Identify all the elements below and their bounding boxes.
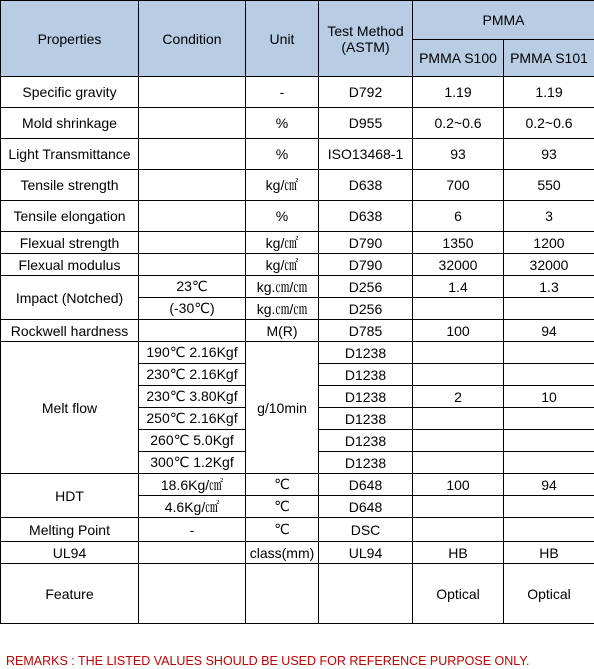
- method-cell: D790: [319, 232, 413, 254]
- unit-cell: M(R): [246, 320, 319, 342]
- value-s100-cell: 0.2~0.6: [413, 108, 504, 139]
- method-cell: [319, 564, 413, 624]
- unit-cell: kg/㎠: [246, 254, 319, 276]
- value-s101-cell: 1200: [504, 232, 594, 254]
- method-cell: D1238: [319, 452, 413, 474]
- value-s101-cell: 550: [504, 170, 594, 201]
- value-s101-cell: 10: [504, 386, 594, 408]
- condition-cell: [139, 542, 246, 564]
- method-cell: D790: [319, 254, 413, 276]
- header-test-method: [319, 1, 413, 77]
- method-cell: ISO13468-1: [319, 139, 413, 170]
- method-cell: D648: [319, 496, 413, 518]
- unit-cell: %: [246, 201, 319, 232]
- header-grade-s101: PMMA S101: [504, 40, 594, 77]
- value-s101-cell: [504, 452, 594, 474]
- method-cell: D1238: [319, 386, 413, 408]
- table-row: [1, 518, 594, 542]
- value-s100-cell: 1.19: [413, 77, 504, 108]
- table-row: [1, 108, 594, 139]
- condition-cell: [139, 170, 246, 201]
- method-cell: D785: [319, 320, 413, 342]
- value-s101-cell: 94: [504, 320, 594, 342]
- value-s101-cell: [504, 364, 594, 386]
- value-s101-cell: 1.19: [504, 77, 594, 108]
- condition-cell: 260℃ 5.0Kgf: [139, 430, 246, 452]
- unit-cell: kg.㎝/㎝: [246, 276, 319, 298]
- unit-cell: ℃: [246, 496, 319, 518]
- value-s100-cell: 1350: [413, 232, 504, 254]
- method-cell: DSC: [319, 518, 413, 542]
- value-s100-cell: [413, 496, 504, 518]
- value-s100-cell: Optical: [413, 564, 504, 624]
- value-s100-cell: 6: [413, 201, 504, 232]
- table-row: [1, 320, 594, 342]
- condition-cell: 190℃ 2.16Kgf: [139, 342, 246, 364]
- header-condition: Condition: [139, 1, 246, 77]
- value-s100-cell: 700: [413, 170, 504, 201]
- value-s101-cell: 1.3: [504, 276, 594, 298]
- unit-cell: [246, 564, 319, 624]
- condition-cell: [139, 254, 246, 276]
- property-cell: Feature: [1, 564, 139, 624]
- property-cell: HDT: [1, 474, 139, 518]
- condition-cell: [139, 139, 246, 170]
- property-cell: Melt flow: [1, 342, 139, 474]
- condition-cell: 230℃ 3.80Kgf: [139, 386, 246, 408]
- table-row: [1, 474, 594, 496]
- method-cell: D638: [319, 201, 413, 232]
- property-cell: Tensile elongation: [1, 201, 139, 232]
- method-cell: D256: [319, 298, 413, 320]
- unit-cell: %: [246, 139, 319, 170]
- method-cell: D1238: [319, 342, 413, 364]
- value-s101-cell: [504, 430, 594, 452]
- table-row: [1, 139, 594, 170]
- table-row: [1, 201, 594, 232]
- condition-cell: [139, 201, 246, 232]
- method-cell: D1238: [319, 408, 413, 430]
- table-row: [1, 170, 594, 201]
- value-s101-cell: 3: [504, 201, 594, 232]
- value-s100-cell: 93: [413, 139, 504, 170]
- value-s101-cell: [504, 342, 594, 364]
- header-test-method-label: Test Method: [327, 22, 404, 39]
- value-s100-cell: HB: [413, 542, 504, 564]
- value-s101-cell: 0.2~0.6: [504, 108, 594, 139]
- method-cell: D1238: [319, 430, 413, 452]
- value-s100-cell: 32000: [413, 254, 504, 276]
- value-s101-cell: [504, 496, 594, 518]
- condition-cell: -: [139, 518, 246, 542]
- condition-cell: 230℃ 2.16Kgf: [139, 364, 246, 386]
- method-cell: D648: [319, 474, 413, 496]
- unit-cell: g/10min: [246, 342, 319, 474]
- value-s100-cell: [413, 342, 504, 364]
- unit-cell: ℃: [246, 474, 319, 496]
- condition-cell: 4.6Kg/㎠: [139, 496, 246, 518]
- property-cell: Flexual strength: [1, 232, 139, 254]
- method-cell: D792: [319, 77, 413, 108]
- condition-cell: 23℃: [139, 276, 246, 298]
- value-s100-cell: [413, 452, 504, 474]
- value-s100-cell: 100: [413, 474, 504, 496]
- value-s101-cell: 93: [504, 139, 594, 170]
- unit-cell: ℃: [246, 518, 319, 542]
- unit-cell: -: [246, 77, 319, 108]
- value-s100-cell: 100: [413, 320, 504, 342]
- value-s101-cell: HB: [504, 542, 594, 564]
- property-cell: Mold shrinkage: [1, 108, 139, 139]
- property-cell: Specific gravity: [1, 77, 139, 108]
- unit-cell: %: [246, 108, 319, 139]
- value-s100-cell: 2: [413, 386, 504, 408]
- value-s100-cell: [413, 364, 504, 386]
- table-row: [1, 542, 594, 564]
- value-s101-cell: 94: [504, 474, 594, 496]
- condition-cell: 18.6Kg/㎠: [139, 474, 246, 496]
- header-test-method-sub: (ASTM): [341, 38, 390, 55]
- value-s101-cell: Optical: [504, 564, 594, 624]
- condition-cell: (-30℃): [139, 298, 246, 320]
- value-s100-cell: [413, 408, 504, 430]
- remarks-note: REMARKS : THE LISTED VALUES SHOULD BE USED FOR REFERENCE PURPOSE ONLY.: [6, 654, 530, 668]
- property-cell: Light Transmittance: [1, 139, 139, 170]
- condition-cell: 300℃ 1.2Kgf: [139, 452, 246, 474]
- method-cell: D955: [319, 108, 413, 139]
- value-s101-cell: 32000: [504, 254, 594, 276]
- unit-cell: kg/㎠: [246, 232, 319, 254]
- table-row: [1, 564, 594, 624]
- header-pmma-group: PMMA: [413, 1, 594, 40]
- value-s100-cell: 1.4: [413, 276, 504, 298]
- value-s101-cell: [504, 518, 594, 542]
- condition-cell: [139, 108, 246, 139]
- table-row: [1, 342, 594, 364]
- header-properties: Properties: [1, 1, 139, 77]
- unit-cell: kg.㎝/㎝: [246, 298, 319, 320]
- condition-cell: [139, 564, 246, 624]
- property-cell: Melting Point: [1, 518, 139, 542]
- header-unit: Unit: [246, 1, 319, 77]
- property-cell: Impact (Notched): [1, 276, 139, 320]
- table-row: [1, 276, 594, 298]
- method-cell: D256: [319, 276, 413, 298]
- value-s100-cell: [413, 518, 504, 542]
- header-grade-s100: PMMA S100: [413, 40, 504, 77]
- value-s101-cell: [504, 408, 594, 430]
- property-cell: Rockwell hardness: [1, 320, 139, 342]
- property-cell: UL94: [1, 542, 139, 564]
- method-cell: D1238: [319, 364, 413, 386]
- condition-cell: [139, 77, 246, 108]
- table-row: [1, 232, 594, 254]
- property-cell: Tensile strength: [1, 170, 139, 201]
- table-row: [1, 254, 594, 276]
- value-s100-cell: [413, 430, 504, 452]
- unit-cell: kg/㎠: [246, 170, 319, 201]
- condition-cell: [139, 232, 246, 254]
- property-cell: Flexual modulus: [1, 254, 139, 276]
- condition-cell: 250℃ 2.16Kgf: [139, 408, 246, 430]
- method-cell: D638: [319, 170, 413, 201]
- value-s100-cell: [413, 298, 504, 320]
- condition-cell: [139, 320, 246, 342]
- unit-cell: class(mm): [246, 542, 319, 564]
- table-row: [1, 77, 594, 108]
- value-s101-cell: [504, 298, 594, 320]
- method-cell: UL94: [319, 542, 413, 564]
